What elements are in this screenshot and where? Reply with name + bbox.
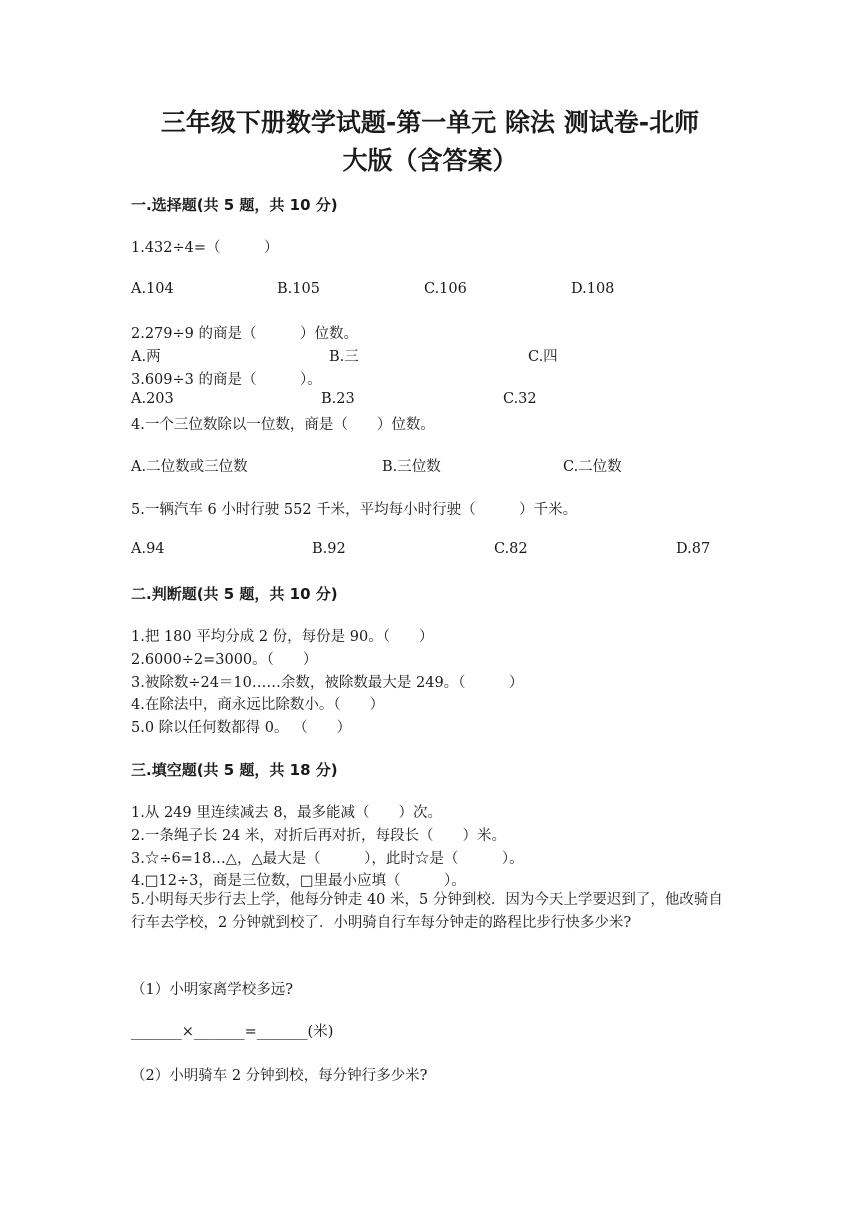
choice-q3-option-c: C.32 [503,391,537,407]
choice-q1-option-c: C.106 [424,281,467,297]
judge-item: 2.6000÷2=3000。（ ） [131,652,318,668]
choice-q5-option-a: A.94 [131,541,165,557]
choice-q3-option-a: A.203 [131,391,174,407]
judge-item: 1.把 180 平均分成 2 份，每份是 90。（ ） [131,629,434,645]
choice-q2-stem: 2.279÷9 的商是（ ）位数。 [131,326,358,342]
fill-item: 1.从 249 里连续减去 8，最多能减（ ）次。 [131,805,443,821]
choice-q5-option-c: C.82 [494,541,528,557]
choice-q1-option-d: D.108 [571,281,615,297]
fill-item: 4.□12÷3，商是三位数，□里最小应填（ ）。 [131,873,466,889]
fill-item-word-problem: 5.小明每天步行去上学，他每分钟走 40 米，5 分钟到校．因为今天上学要迟到了，他改骑自行车去学校，2 分钟就到校了．小明骑自行车每分钟走的路程比步行快多少米? [131,892,723,931]
section-heading-fill: 三.填空题(共 5 题，共 18 分) [131,761,338,779]
fill-item: 2.一条绳子长 24 米，对折后再对折，每段长（ ）米。 [131,828,507,844]
fill-item: 3.☆÷6=18…△，△最大是（ ），此时☆是（ ）。 [131,851,524,867]
section-heading-choice: 一.选择题(共 5 题，共 10 分) [131,196,338,214]
choice-q1-option-b: B.105 [277,281,320,297]
judge-item: 4.在除法中，商永远比除数小。（ ） [131,697,385,713]
choice-q3-stem: 3.609÷3 的商是（ ）。 [131,372,322,388]
sub-question-1: （1）小明家离学校多远? [131,982,293,998]
choice-q2-option-a: A.两 [131,349,161,365]
page-title-line-2: 大版（含答案） [342,146,518,175]
choice-q4-option-a: A.二位数或三位数 [131,459,248,475]
page-title-line-1: 三年级下册数学试题-第一单元 除法 测试卷-北师 [160,108,700,137]
choice-q5-option-b: B.92 [312,541,346,557]
choice-q1-stem: 1.432÷4=（ ） [131,240,279,256]
choice-q4-option-b: B.三位数 [382,459,441,475]
choice-q4-option-c: C.二位数 [563,459,622,475]
choice-q5-option-d: D.87 [676,541,711,557]
judge-item: 3.被除数÷24＝10……余数，被除数最大是 249。（ ） [131,675,524,691]
choice-q2-option-c: C.四 [528,349,558,365]
choice-q4-stem: 4.一个三位数除以一位数，商是（ ）位数。 [131,417,435,433]
answer-blank-line: _______×_______=_______(米) [131,1024,334,1040]
choice-q2-option-b: B.三 [329,349,359,365]
section-heading-judge: 二.判断题(共 5 题，共 10 分) [131,585,338,603]
judge-item: 5.0 除以任何数都得 0。 （ ） [131,720,352,736]
choice-q3-option-b: B.23 [321,391,355,407]
sub-question-2: （2）小明骑车 2 分钟到校，每分钟行多少米? [131,1068,428,1084]
choice-q1-option-a: A.104 [131,281,174,297]
choice-q5-stem: 5.一辆汽车 6 小时行驶 552 千米，平均每小时行驶（ ）千米。 [131,502,578,518]
